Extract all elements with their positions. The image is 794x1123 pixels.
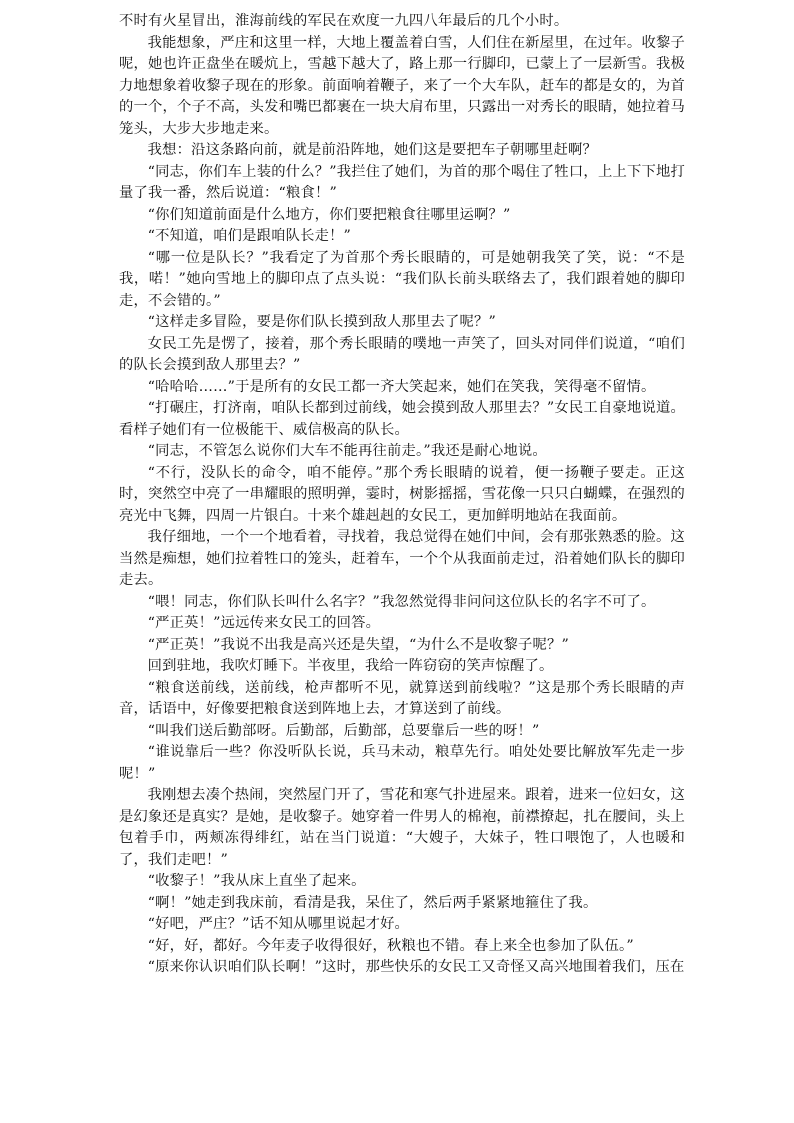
paragraph: “你们知道前面是什么地方，你们要把粮食往哪里运啊？” bbox=[147, 206, 511, 223]
paragraph: 我能想象，严庄和这里一样，大地上覆盖着白雪，人们住在新屋里，在过年。收黎子呢，她也许正盘坐在暖炕上，雪越下越大了，路上那一行脚印，已蒙上了一层新雪。我极力地想象着收黎子现在的形象。前面响着鞭子，来了一个大车队，赶车的都是女的，为首的一个，个子不高，头发和嘴巴都裹在一块大肩布里，只露出一对秀长的眼睛，她拉着马笼头，大步大步地走来。 bbox=[119, 34, 685, 137]
paragraph: “粮食送前线，送前线，枪声都听不见，就算送到前线啦？”这是那个秀长眼睛的声音，话语中，好像要把粮食送到阵地上去，才算送到了前线。 bbox=[119, 679, 685, 717]
paragraph: “不行，没队长的命令，咱不能停。”那个秀长眼睛的说着，便一扬鞭子要走。正这时，突然空中亮了一串耀眼的照明弹，霎时，树影摇摇，雪花像一只只白蝴蝶，在强烈的亮光中飞舞，四周一片银白。十来个雄赳赳的女民工，更加鲜明地站在我面前。 bbox=[119, 464, 685, 524]
paragraph: “收黎子！”我从床上直坐了起来。 bbox=[147, 873, 366, 889]
paragraph: 女民工先是愣了，接着，那个秀长眼睛的噗地一声笑了，回头对同伴们说道，“咱们的队长会摸到敌人那里去？” bbox=[119, 335, 685, 373]
paragraph: “叫我们送后勤部呀。后勤部，后勤部，总要靠后一些的呀！” bbox=[147, 722, 540, 739]
paragraph: “喂！同志，你们队长叫什么名字？”我忽然觉得非问问这位队长的名字不可了。 bbox=[147, 593, 656, 610]
paragraph: “严正英！”我说不出我是高兴还是失望，“为什么不是收黎子呢？” bbox=[147, 636, 570, 653]
paragraph: “哈哈哈……”于是所有的女民工都一齐大笑起来，她们在笑我，笑得毫不留情。 bbox=[147, 378, 656, 395]
paragraph: “同志，你们车上装的什么？”我拦住了她们，为首的那个喝住了牲口，上上下下地打量了我一番，然后说道：“粮食！” bbox=[119, 163, 685, 201]
paragraph: “不知道，咱们是跟咱队长走！” bbox=[147, 228, 352, 244]
paragraph: “哪一位是队长？”我看定了为首那个秀长眼睛的，可是她朝我笑了笑，说：“不是我，喏！”她向雪地上的脚印点了点头说：“我们队长前头联络去了，我们跟着她的脚印走，不会错的。” bbox=[119, 249, 685, 309]
paragraph: “同志，不管怎么说你们大车不能再往前走。”我还是耐心地说。 bbox=[147, 443, 547, 459]
paragraph: “谁说靠后一些？你没听队长说，兵马未动，粮草先行。咱处处要比解放军先走一步呢！” bbox=[119, 744, 685, 782]
paragraph: “这样走多冒险，要是你们队长摸到敌人那里去了呢？” bbox=[147, 314, 497, 330]
paragraph: 我仔细地，一个一个地看着，寻找着，我总觉得在她们中间，会有那张熟悉的脸。这当然是痴想，她们拉着牲口的笼头，赶着车，一个个从我面前走过，沿着她们队长的脚印走去。 bbox=[119, 529, 685, 588]
paragraph: “打碾庄，打济南，咱队长都到过前线，她会摸到敌人那里去？”女民工自豪地说道。看样子她们有一位极能干、威信极高的队长。 bbox=[119, 400, 685, 438]
paragraph: “啊！”她走到我床前，看清是我，呆住了，然后两手紧紧地箍住了我。 bbox=[147, 894, 598, 911]
paragraph: “好吧，严庄？”话不知从哪里说起才好。 bbox=[147, 916, 410, 932]
article-body bbox=[119, 11, 685, 979]
paragraph: 我想：沿这条路向前，就是前沿阵地，她们这是要把车子朝哪里赶啊？ bbox=[147, 142, 597, 158]
paragraph: “好，好，都好。今年麦子收得很好，秋粮也不错。春上来全也参加了队伍。” bbox=[147, 937, 634, 954]
paragraph: 回到驻地，我吹灯睡下。半夜里，我给一阵窃窃的笑声惊醒了。 bbox=[147, 658, 554, 674]
paragraph: 我刚想去凑个热闹，突然屋门开了，雪花和寒气扑进屋来。跟着，进来一位妇女，这是幻象还是真实？是她，是收黎子。她穿着一件男人的棉袍，前襟撩起，扎在腰间，头上包着手巾，两颊冻得绯红，站在当门说道：“大嫂子，大妹子，牲口喂饱了，人也暖和了，我们走吧！” bbox=[119, 787, 685, 868]
paragraph: 不时有火星冒出，淮海前线的军民在欢度一九四八年最后的几个小时。 bbox=[119, 13, 569, 29]
paragraph: “严正英！”远远传来女民工的回答。 bbox=[147, 615, 381, 631]
paragraph: “原来你认识咱们队长啊！”这时，那些快乐的女民工又奇怪又高兴地围着我们，压在 bbox=[147, 959, 685, 975]
